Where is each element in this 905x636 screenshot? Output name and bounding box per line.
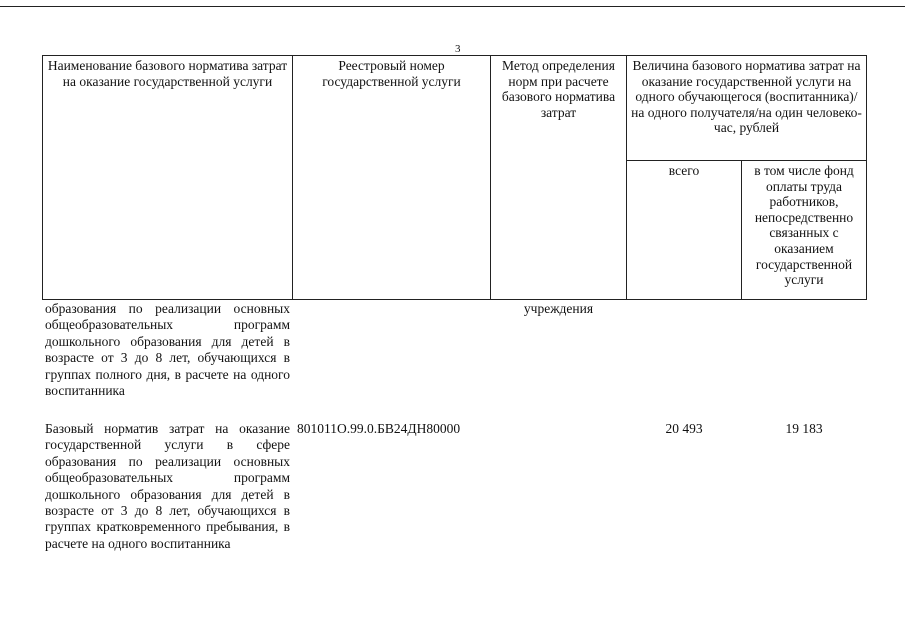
row-wage-fund: 19 183 [785,421,823,436]
row-total: 20 493 [665,421,703,436]
header-total: всего [626,160,742,300]
page-number: 3 [455,43,461,55]
row-name: Базовый норматив затрат на оказание государственной услуги в сфере образования по реализации основных общеобразовательных программ дошкольного образования для детей в возрасте от 3 до 8 лет, обучающихся в группах кратковременного пребывания, в расчете на одного воспитанника [45,421,290,551]
header-method: Метод определения норм при расчете базового норматива затрат [490,55,627,300]
header-registry: Реестровый номер государственной услуги [292,55,491,300]
row-name: образования по реализации основных общеобразовательных программ дошкольного образования для детей в возрасте от 3 до 8 лет, обучающихся в группах полного дня, в расчете на одного воспитанника [45,301,290,399]
row-method: учреждения [523,301,594,316]
header-value: Величина базового норматива затрат на оказание государственной услуги на одного обучающегося (воспитанника)/на одного получателя/на один человеко-час, рублей [626,55,867,161]
row-registry: 801011О.99.0.БВ24ДН80000 [297,421,461,436]
top-border-line [0,6,905,7]
header-wage-fund: в том числе фонд оплаты труда работников, непосредственно связанных с оказанием государственной услуги [741,160,867,300]
header-name: Наименование базового норматива затрат на оказание государственной услуги [42,55,293,300]
